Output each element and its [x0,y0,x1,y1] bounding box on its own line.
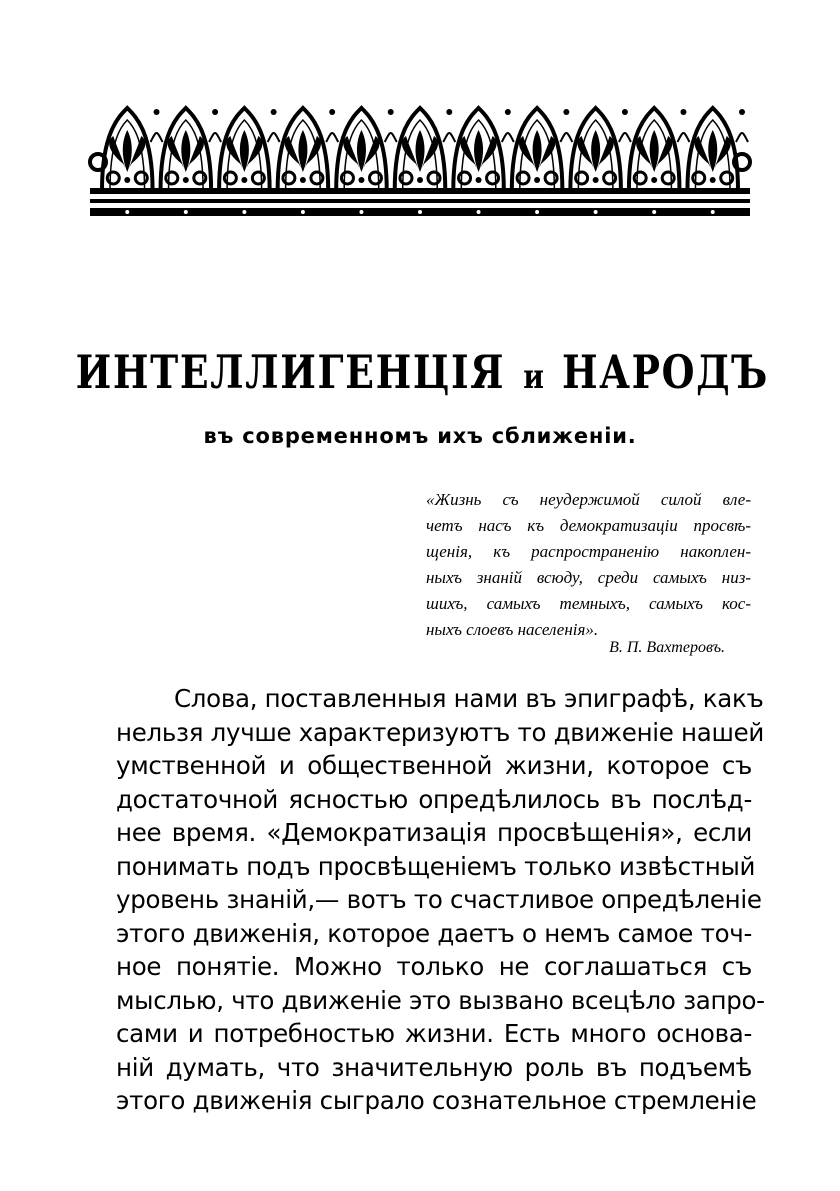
epigraph-line: шихъ, самыхъ темныхъ, самыхъ кос- [426,594,751,613]
page-title [75,345,769,399]
epigraph-line: четъ насъ къ демократизаціи просвѣ- [426,516,751,535]
body-line: мыслью, что движеніе это вызвано всецѣло запро- [116,985,765,1015]
body-line: понимать подъ просвѣщеніемъ только извѣстный [116,851,756,881]
body-line: ній думать, что значительную роль въ подъемѣ [116,1052,752,1082]
epigraph [426,487,751,656]
epigraph-line: «Жизнь съ неудержимой силой вле- [426,490,751,509]
title-conjunction: и [523,357,544,397]
epigraph-line: ныхъ слоевъ населенія». [426,620,599,639]
body-line: нее время. «Демократизація просвѣщенія», если [116,818,752,847]
page-subtitle: въ современномъ ихъ сближеніи. [203,424,637,448]
body-paragraph [116,682,765,1118]
body-line: нельзя лучше характеризуютъ то движеніе нашей [116,717,765,747]
body-line: уровень знаній,— вотъ то счастливое опредѣленіе [116,885,762,914]
floral-headpiece-icon [88,102,752,220]
body-line: ное понятіе. Можно только не соглашаться съ [116,952,752,981]
body-line: этого движенія сыграло сознательное стремленіе [116,1086,757,1115]
title-part-1: ИНТЕЛЛИГЕНЦІЯ [75,345,506,399]
body-line: этого движенія, которое даетъ о немъ самое точ- [116,918,752,948]
title-part-2: НАРОДЪ [561,345,769,399]
epigraph-line: щенія, къ распространенію накоплен- [426,542,751,561]
body-line: достаточной ясностью опредѣлилось въ послѣд- [116,784,752,814]
epigraph-line: ныхъ знаній всюду, среди самыхъ низ- [426,568,751,587]
body-line: сами и потребностью жизни. Есть много основа- [116,1019,752,1048]
body-line: Слова, поставленныя нами въ эпиграфѣ, какъ [174,684,764,713]
epigraph-author: В. П. Вахтеровъ. [609,639,725,656]
body-line: умственной и общественной жизни, которое съ [116,751,752,780]
decorative-headpiece [88,102,752,220]
